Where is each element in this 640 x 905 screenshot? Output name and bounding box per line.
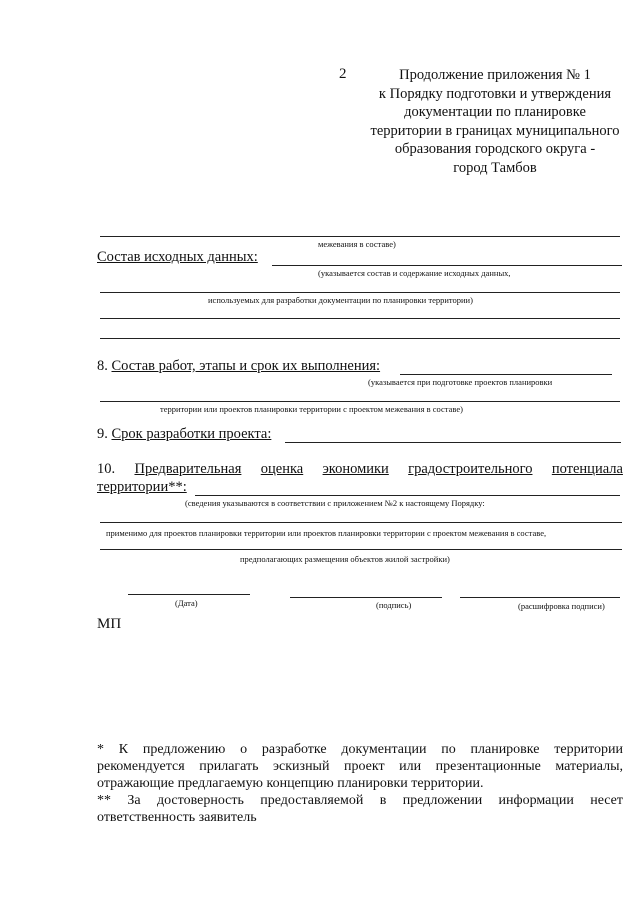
date-line[interactable] <box>128 594 250 595</box>
term-line[interactable] <box>285 442 621 443</box>
estimate-line-1 <box>97 461 623 478</box>
blank-line[interactable] <box>100 401 620 402</box>
blank-line[interactable] <box>100 292 620 293</box>
header-line: к Порядку подготовки и утверждения <box>378 85 612 102</box>
decode-line[interactable] <box>460 597 620 598</box>
estimate-word: экономики <box>322 461 389 477</box>
blank-line[interactable] <box>100 338 620 339</box>
header-line: образования городского округа - <box>394 141 596 157</box>
hint-estimate-1: (сведения указываются в соответствии с приложением №2 к настоящему Порядку: <box>185 498 485 508</box>
works-number: 8. <box>97 358 108 374</box>
blank-line[interactable] <box>100 522 622 523</box>
hint-signature: (подпись) <box>376 600 412 610</box>
stamp-place: МП <box>97 616 122 632</box>
hint-works-2: территории или проектов планировки территории с проектом межевания в составе) <box>160 404 463 414</box>
works-field <box>97 358 380 375</box>
estimate-word: потенциала <box>551 461 623 477</box>
hint-works-1: (указывается при подготовке проектов планировки <box>368 377 553 387</box>
blank-line[interactable] <box>100 549 622 550</box>
header-line: территории в границах муниципального <box>370 122 620 139</box>
hint-estimate-3: предполагающих размещения объектов жилой застройки) <box>240 554 450 564</box>
footnote-2: ** За достоверность предоставляемой в предложении информации несет ответственность заявитель <box>97 793 623 825</box>
blank-line[interactable] <box>100 318 620 319</box>
source-data-line[interactable] <box>272 265 622 266</box>
estimate-word: градостроительного <box>408 461 533 477</box>
estimate-word: Предварительная <box>134 461 242 477</box>
works-label: Состав работ, этапы и срок их выполнения: <box>111 358 381 374</box>
hint-mezhevanie: межевания в составе) <box>318 239 396 249</box>
estimate-line[interactable] <box>195 495 620 496</box>
header-line: Продолжение приложения № 1 <box>399 67 591 83</box>
term-field <box>97 426 271 443</box>
header-line: документации по планировке <box>404 104 586 120</box>
blank-line[interactable] <box>100 236 620 237</box>
appendix-header <box>350 66 640 177</box>
page-number: 2 <box>339 66 347 82</box>
footnote-1: * К предложению о разработке документации по планировке территории рекомендуется прилагать эскизный проект или презентационные материалы, отражающие предлагаемую концепцию планировки территории. <box>97 742 623 791</box>
estimate-word: оценка <box>260 461 304 477</box>
works-line[interactable] <box>400 374 612 375</box>
source-data-label: Состав исходных данных: <box>97 249 258 265</box>
header-line: город Тамбов <box>453 159 537 176</box>
hint-source-data-2: используемых для разработки документации по планировки территории) <box>208 295 473 305</box>
hint-estimate-2: применимо для проектов планировки территории или проектов планировки территории с проектом межевания в составе, <box>106 528 547 538</box>
hint-source-data-1: (указывается состав и содержание исходных данных, <box>318 268 511 278</box>
term-label: Срок разработки проекта: <box>111 426 272 442</box>
term-number: 9. <box>97 426 108 442</box>
hint-date: (Дата) <box>175 598 198 608</box>
estimate-number: 10. <box>97 461 116 477</box>
signature-line[interactable] <box>290 597 442 598</box>
hint-decode: (расшифровка подписи) <box>518 601 605 611</box>
estimate-line-2: территории**: <box>97 479 187 495</box>
